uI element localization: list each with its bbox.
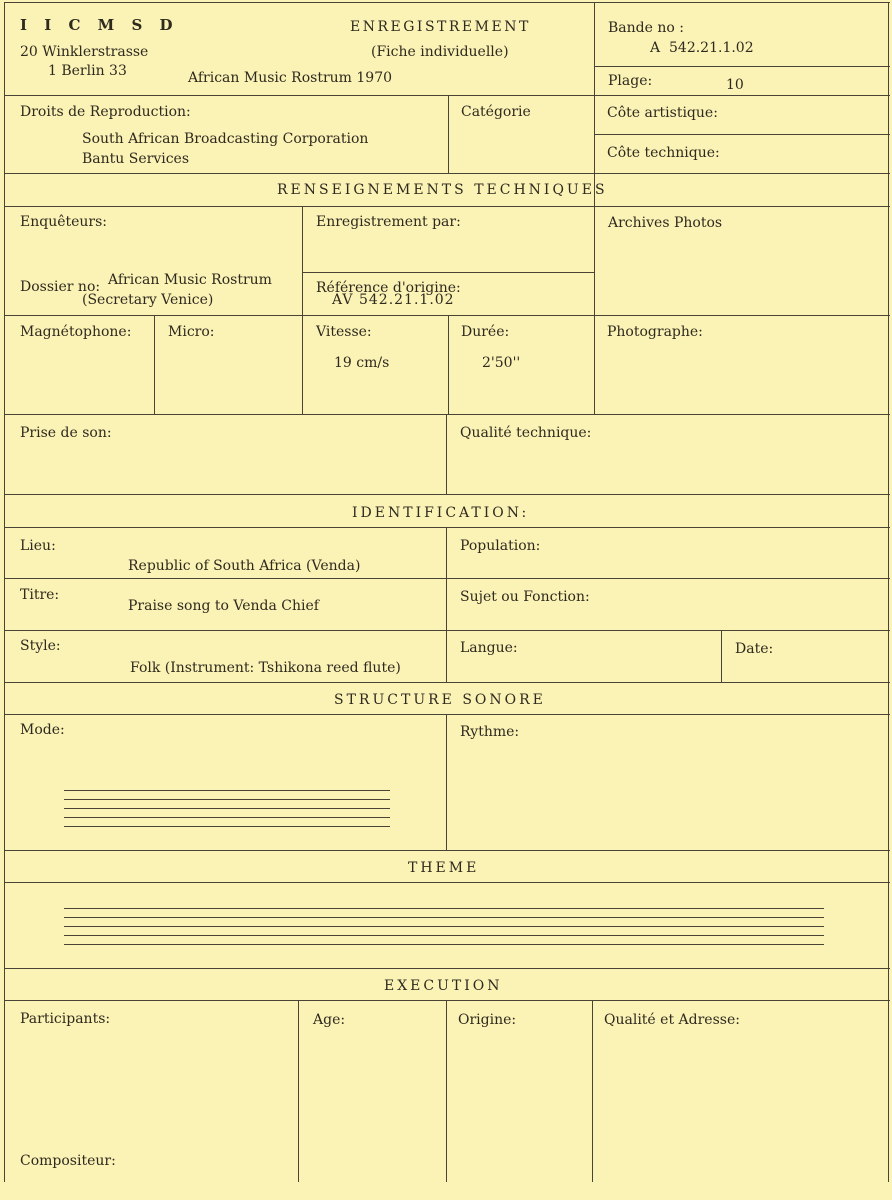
vitesse-label: Vitesse: [316, 324, 372, 340]
photographe-label: Photographe: [607, 324, 703, 340]
address-line2: 1 Berlin 33 [48, 63, 127, 79]
style-value: Folk (Instrument: Tshikona reed flute) [130, 660, 401, 676]
participants-label: Participants: [20, 1011, 111, 1027]
droits-label: Droits de Reproduction: [20, 104, 191, 120]
cote-technique-label: Côte technique: [607, 145, 720, 161]
section-title-identification: IDENTIFICATION: [352, 505, 530, 521]
cote-artistique-label: Côte artistique: [607, 105, 718, 121]
rule-right [888, 2, 889, 1182]
rule-categorie [448, 95, 449, 173]
address-line1: 20 Winklerstrasse [20, 44, 149, 60]
rule-prise-bottom [4, 494, 890, 495]
rule-structure-bottom [4, 850, 890, 851]
date-label: Date: [735, 641, 774, 657]
collection-name: African Music Rostrum 1970 [188, 70, 393, 86]
lieu-label: Lieu: [20, 538, 56, 554]
org-logo: I I C M S D [20, 16, 179, 34]
population-label: Population: [460, 538, 541, 554]
titre-label: Titre: [20, 587, 60, 603]
rule-header-right [594, 2, 595, 206]
rule-theme-bottom [4, 968, 890, 969]
titre-value: Praise song to Venda Chief [128, 598, 319, 614]
rule-equipment-bottom [4, 414, 890, 415]
rule-age-left [298, 1000, 299, 1182]
dossier-value1: African Music Rostrum [108, 272, 272, 288]
droits-line1: South African Broadcasting Corporation [82, 131, 369, 147]
rule-qualite-left [446, 414, 447, 494]
rule-style-bottom [4, 682, 890, 683]
dossier-label: Dossier no: [20, 279, 101, 295]
enregistrement-par-label: Enregistrement par: [316, 214, 461, 230]
categorie-label: Catégorie [461, 104, 531, 120]
prise-de-son-label: Prise de son: [20, 425, 112, 441]
rule-enqueteurs-right [302, 206, 303, 414]
plage-label: Plage: [608, 73, 653, 89]
section-title-structure: STRUCTURE SONORE [334, 692, 546, 708]
qualite-adresse-label: Qualité et Adresse: [604, 1012, 740, 1028]
rule-structure-title-bottom [4, 714, 890, 715]
droits-line2: Bantu Services [82, 151, 190, 167]
rule-ident-mid [446, 527, 447, 682]
form-subtitle: (Fiche individuelle) [371, 44, 509, 60]
rule-titre-bottom [4, 630, 890, 631]
section-title-theme: THEME [408, 860, 480, 876]
rule-lieu-bottom [4, 578, 890, 579]
reference-value: AV 542.21.1.02 [332, 292, 455, 308]
rule-top [4, 2, 890, 3]
compositeur-label: Compositeur: [20, 1153, 116, 1169]
rule-duree-left [448, 315, 449, 414]
rythme-label: Rythme: [460, 724, 520, 740]
bande-value: A 542.21.1.02 [650, 40, 754, 56]
form-title: ENREGISTREMENT [350, 19, 531, 35]
reference-label: Référence d'origine: [316, 280, 461, 296]
rule-micro-left [154, 315, 155, 414]
rule-rights-bottom [4, 173, 890, 174]
rule-bande-plage [594, 66, 890, 67]
rule-header-bottom [4, 95, 890, 96]
duree-label: Durée: [461, 324, 510, 340]
section-title-technique: RENSEIGNEMENTS TECHNIQUES [277, 182, 608, 198]
sujet-label: Sujet ou Fonction: [460, 589, 590, 605]
rule-theme-title-bottom [4, 882, 890, 883]
vitesse-value: 19 cm/s [334, 355, 390, 371]
age-label: Age: [313, 1012, 346, 1028]
dossier-value2: (Secretary Venice) [82, 292, 214, 308]
rule-archives-left [594, 206, 595, 414]
bande-label: Bande no : [608, 20, 684, 36]
rule-left [4, 2, 5, 1182]
rule-qualite-adresse-left [592, 1000, 593, 1182]
rule-origine-left [446, 1000, 447, 1182]
rule-rythme-left [446, 714, 447, 850]
origine-label: Origine: [458, 1012, 517, 1028]
rule-equipment-top [4, 315, 890, 316]
rule-tech-title-bottom [4, 206, 890, 207]
plage-value: 10 [726, 77, 744, 93]
section-title-execution: EXECUTION [384, 978, 503, 994]
mode-label: Mode: [20, 722, 65, 738]
rule-cote [594, 134, 890, 135]
micro-label: Micro: [168, 324, 215, 340]
lieu-value: Republic of South Africa (Venda) [128, 558, 361, 574]
qualite-technique-label: Qualité technique: [460, 425, 592, 441]
rule-reference-top [302, 272, 594, 273]
magnetophone-label: Magnétophone: [20, 324, 132, 340]
enqueteurs-label: Enquêteurs: [20, 214, 108, 230]
duree-value: 2'50'' [482, 355, 521, 371]
langue-label: Langue: [460, 640, 518, 656]
style-label: Style: [20, 638, 61, 654]
rule-date-left [721, 630, 722, 682]
rule-ident-title-bottom [4, 527, 890, 528]
archives-photos-label: Archives Photos [608, 215, 723, 231]
rule-exec-title-bottom [4, 1000, 890, 1001]
